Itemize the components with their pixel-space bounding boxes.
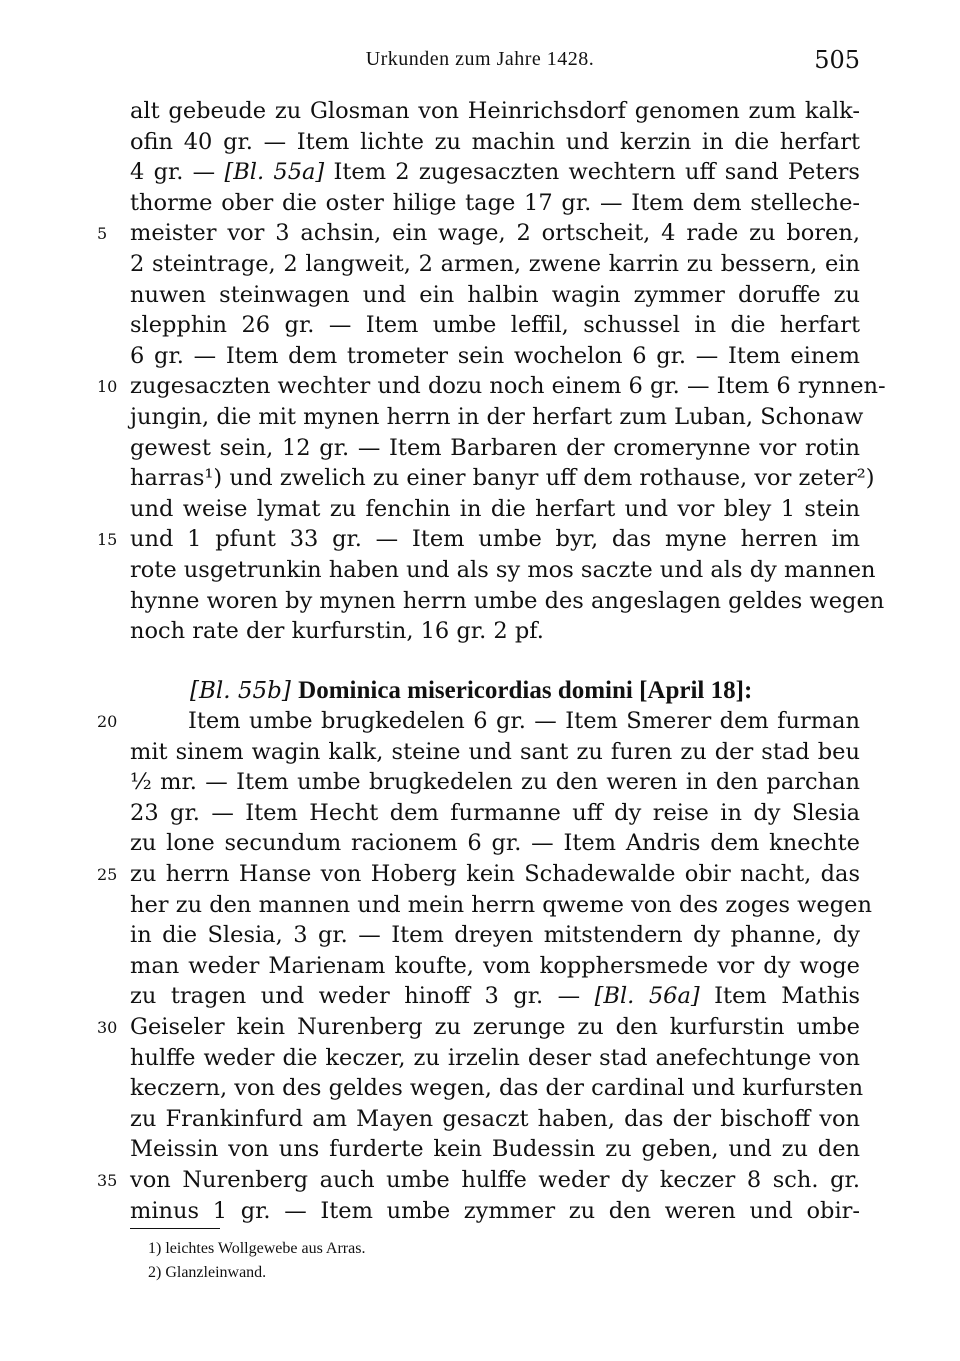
text-line: Meissin von uns furderte kein Budessin zu geben, und zu den [130,1136,860,1163]
text-line: keczern, von des geldes wegen, das der cardinal und kurfursten [130,1075,864,1102]
text-line: rote usgetrunkin haben und als sy mos saczte und als dy mannen [130,557,876,583]
line-number: 5 [97,224,108,244]
text-line: nuwen steinwagen und ein halbin wagin zymmer doruffe zu [130,281,860,308]
section-title: Dominica misericordias domini [April 18]: [298,677,753,704]
footnote [148,1262,748,1284]
line-number: 10 [97,377,118,397]
line-number: 35 [97,1171,118,1190]
line-number: 25 [97,865,118,884]
folio-reference: [Bl. 56a] [594,983,700,1010]
text-line: zu herrn Hanse von Hoberg kein Schadewalde obir nacht, das [130,861,860,887]
text-line: gewest sein, 12 gr. — Item Barbaren der cromerynne vor rotin [130,434,860,461]
text-line: zu lone secundum racionem 6 gr. — Item Andris dem knechte [130,830,860,857]
text-line: her zu den mannen und mein herrn qweme von des zoges wegen [130,891,872,918]
text-line: thorme ober die oster hilige tage 17 gr. — Item dem stelleche- [130,189,860,216]
text-line: zugesaczten wechter und dozu noch einem 6 gr. — Item 6 rynnen- [130,373,886,400]
text-line: meister vor 3 achsin, ein wage, 2 ortscheit, 4 rade zu boren, [130,220,860,247]
text-line: mit sinem wagin kalk, steine und sant zu furen zu der stad beu [130,738,860,765]
text-line: slepphin 26 gr. — Item umbe leffil, schussel in die herfart [130,312,860,339]
text-line: und 1 pfunt 33 gr. — Item umbe byr, das myne herren im [130,526,860,553]
footnote-text: leichtes Wollgewebe aus Arras. [161,1240,366,1257]
footnote-mark: 2) [148,1264,162,1281]
folio-reference: [Bl. 55b] [190,678,291,704]
footnote [148,1238,748,1260]
footnote-rule [130,1228,220,1229]
text-line: ½ mr. — Item umbe brugkedelen zu den weren in den parchan [130,769,860,796]
text-line: und weise lymat zu fenchin in die herfart und vor bley 1 stein [130,495,860,522]
text-line: von Nurenberg auch umbe hulffe weder dy keczer 8 sch. gr. [130,1167,860,1193]
text-line: harras¹) und zwelich zu einer banyr uff dem rothause, vor zeter²) [130,465,875,492]
line-text: Item Mathis [699,983,860,1010]
text-line: Item umbe brugkedelen 6 gr. — Item Smerer dem furman [188,708,860,734]
text-line: Geiseler kein Nurenberg zu zerunge zu den kurfurstin umbe [130,1014,860,1040]
text-line: ofin 40 gr. — Item lichte zu machin und kerzin in die herfart [130,128,860,155]
text-line: jungin, die mit mynen herrn in der herfart zum Luban, Schonaw [130,404,864,430]
text-line: alt gebeude zu Glosman von Heinrichsdorf genomen zum kalk- [130,98,860,124]
line-number: 15 [97,530,118,550]
text-line: 2 steintrage, 2 langweit, 2 armen, zwene karrin zu bessern, ein [130,251,860,277]
text-line: hynne woren by mynen herrn umbe des angeslagen geldes wegen [130,587,885,614]
footnote-mark: 1) [148,1240,162,1257]
line-number: 20 [97,712,118,731]
section-heading [190,674,870,708]
running-title: Urkunden zum Jahre 1428. [365,48,595,70]
line-text: Item 2 zugesaczten wechtern uff sand Peters [324,159,860,186]
text-line: 23 gr. — Item Hecht dem furmanne uff dy reise in dy Slesia [130,799,860,826]
running-head [0,48,960,78]
text-line: in die Slesia, 3 gr. — Item dreyen mitstendern dy phanne, dy [130,922,860,949]
line-number: 30 [97,1018,118,1037]
text-line: hulffe weder die keczer, zu irzelin deser stad anefechtunge von [130,1044,860,1071]
text-line: 6 gr. — Item dem trometer sein wochelon 6 gr. — Item einem [130,342,860,369]
line-text: zu tragen und weder hinoff 3 gr. — [130,983,595,1010]
text-line: man weder Marienam koufte, vom kopphersmede vor dy woge [130,952,860,979]
page-number: 505 [814,46,860,74]
footnote-text: Glanzleinwand. [161,1264,267,1281]
text-line: minus 1 gr. — Item umbe zymmer zu den weren und obir- [130,1197,860,1224]
text-line [130,981,860,1012]
text-line: zu Frankinfurd am Mayen gesaczt haben, das der bischoff von [130,1105,860,1132]
folio-reference: [Bl. 55a] [224,159,325,186]
text-line [130,157,860,188]
text-line: noch rate der kurfurstin, 16 gr. 2 pf. [130,618,544,645]
line-text: 4 gr. — [130,159,225,186]
